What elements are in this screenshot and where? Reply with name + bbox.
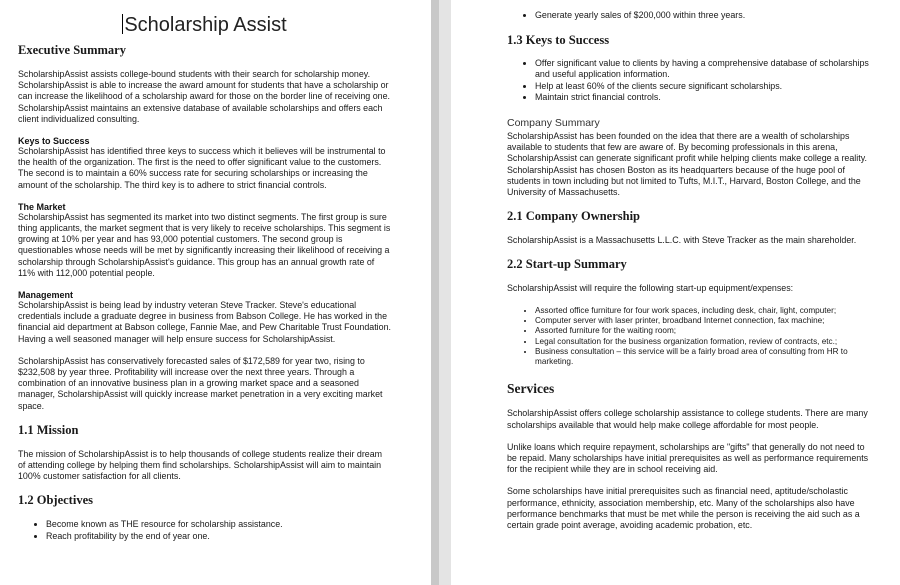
company-ownership-text: ScholarshipAssist is a Massachusetts L.L.C. with Steve Tracker as the main shareholder. (507, 235, 857, 246)
page-gutter (439, 0, 451, 585)
list-item: • Generate yearly sales of $200,000 within three years. (535, 10, 874, 21)
company-ownership-heading: 2.1 Company Ownership (507, 209, 641, 224)
services-paragraph-3: Some scholarships have initial prerequisites such as financial need, aptitude/scholastic performance, ethnicity, association membership, etc. Many of the scholarships also have performance benchmarks that must be met while the person is receiving the aid such as a certain grade point average, avoiding academic probation, etc. (507, 486, 860, 531)
objectives-heading: 1.2 Objectives (18, 493, 93, 508)
startup-summary-heading: 2.2 Start-up Summary (507, 257, 627, 272)
list-item: • Business consultation – this service will be a fairly broad area of consulting from HR to marketing. (535, 347, 874, 368)
objectives-list (18, 519, 391, 541)
document-title[interactable] (18, 14, 391, 37)
list-item: • Help at least 60% of the clients secure significant scholarships. (535, 81, 874, 92)
services-heading: Services (507, 381, 555, 397)
keys-list (507, 58, 874, 103)
list-item: • Computer server with laser printer, broadband Internet connection, fax machine; (535, 316, 874, 326)
document-page-left[interactable] (0, 0, 431, 585)
keys-to-success-heading: 1.3 Keys to Success (507, 33, 610, 48)
keys-to-success-label: Keys to Success (18, 136, 90, 147)
list-item: • Legal consultation for the business organization formation, review of contracts, etc.; (535, 337, 874, 347)
company-summary-heading: Company Summary (507, 117, 600, 130)
management-label: Management (18, 290, 74, 301)
list-item: • Reach profitability by the end of year one. (46, 531, 391, 542)
market-label: The Market (18, 201, 66, 212)
services-paragraph-2: Unlike loans which require repayment, scholarships are "gifts" that generally do not need to be repaid. Many scholarships have initial prerequisites as well as performance requirements for the recipient while they are in school receiving aid. (507, 441, 869, 475)
keys-to-success-text: ScholarshipAssist has identified three keys to success which it believes will be instrumental to the health of the organization. The first is the need to offer significant value to the customers. The second is to maintain a 60% success rate for securing scholarships or increasing the amount of the scholarship. The third key is to adhere to strict financial controls. (18, 146, 386, 190)
document-title-text: Scholarship Assist (124, 14, 287, 36)
management-text: ScholarshipAssist is being lead by industry veteran Steve Tracker. Steve's educational credentials include a graduate degree in business from Babson College. He has worked in the financial aid department at Babson college, Fannie Mae, and Pew Charitable Trust Foundation. Having a well seasoned manager will help ensure success for ScholarshipAssist. (18, 300, 391, 344)
document-page-right[interactable] (451, 0, 900, 585)
executive-summary-heading: Executive Summary (18, 43, 126, 57)
executive-summary-intro: ScholarshipAssist assists college-bound students with their search for scholarship money. ScholarshipAssist is able to increase the award amount for students that have a scholarship or can increase the likelihood of a scholarship award for those on the border line of receiving one. ScholarshipAssist maintains an extensive database of available scholarships and offers each client individualized consulting. (18, 69, 390, 124)
mission-heading: 1.1 Mission (18, 422, 79, 437)
list-item: • Maintain strict financial controls. (535, 92, 874, 103)
mission-text: The mission of ScholarshipAssist is to help thousands of college students realize their dream of attending college by helping them find scholarships. ScholarshipAssist will aim to maintain 100% customer satisfaction for all clients. (18, 448, 383, 482)
startup-items-list (507, 306, 874, 368)
market-text: ScholarshipAssist has segmented its market into two distinct segments. The first group is sure thing applicants, the market segment that is very likely to receive scholarships. This segment is growing at 10% per year and has 93,000 potential customers. The second group is questionables whose needs will be met by significantly increasing their likelihood of receiving a scholarship through ScholarshipAssist's guidance. This group has an annual growth rate of 11% with 112,000 potential people. (18, 211, 391, 278)
forecast-text: ScholarshipAssist has conservatively forecasted sales of $172,589 for year two, rising to $232,508 by year three. Profitability will increase over the next three years. Through a combination of an innovative business plan in a growing market space and a seasoned manager, ScholarshipAssist will quickly increase market penetration in a very exciting market space. (18, 355, 383, 411)
objectives-list-continued (507, 10, 874, 21)
list-item: • Assorted office furniture for four work spaces, including desk, chair, light, computer; (535, 306, 874, 316)
services-paragraph-1: ScholarshipAssist offers college scholarship assistance to college students. There are many scholarships available that would help make college affordable for most people. (507, 408, 868, 430)
startup-summary-text: ScholarshipAssist will require the following start-up equipment/expenses: (507, 283, 794, 294)
list-item: • Become known as THE resource for scholarship assistance. (46, 519, 391, 530)
company-summary-text: ScholarshipAssist has been founded on the idea that there are a wealth of scholarships available to students that few are aware of. By becoming professionals in this arena, ScholarshipAssist can generate significant profit while helping clients make college a reality. ScholarshipAssist has chosen Boston as its headquarters because of the huge pool of students in town including but not limited to Tufts, M.I.T., Harvard, Boston College, and the University of Massachusetts. (507, 131, 867, 198)
list-item: • Offer significant value to clients by having a comprehensive database of scholarships and useful application information. (535, 58, 874, 80)
list-item: • Assorted furniture for the waiting room; (535, 326, 874, 336)
page-gutter (431, 0, 439, 585)
